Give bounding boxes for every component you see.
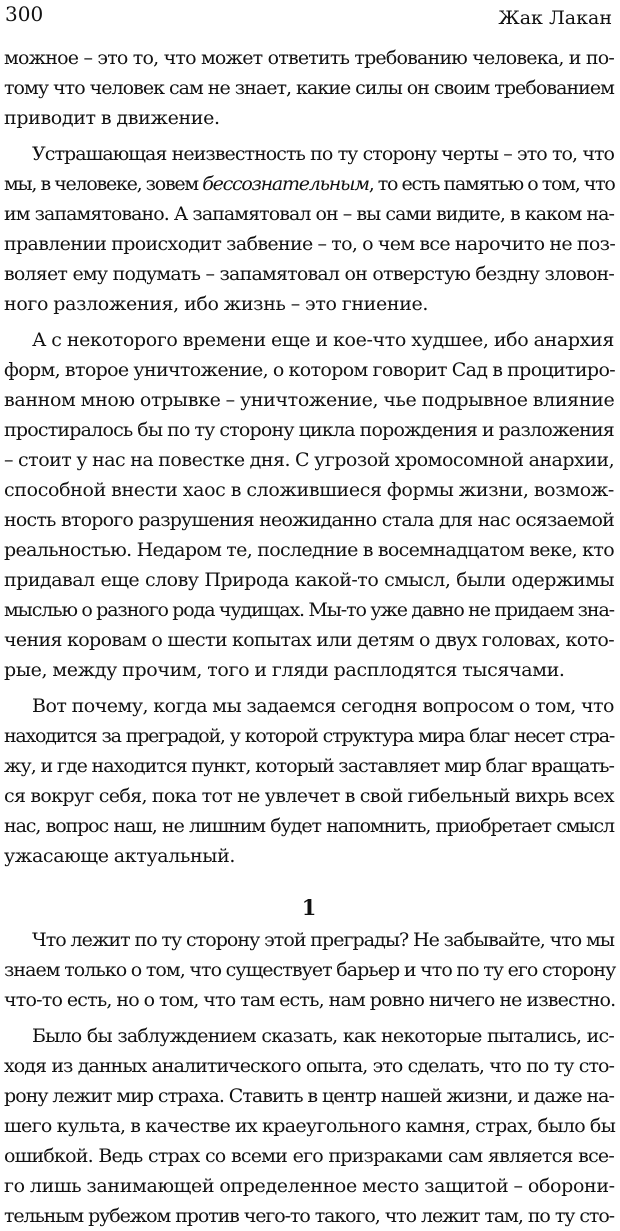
text-line: Что лежит по ту сторону этой преграды? Не забывайте, что мы	[32, 929, 614, 951]
text-line: мыслью о разного рода чудищах. Мы-то уже давно не придаем зна-	[4, 599, 614, 621]
text-line: находится за преградой, у которой структура мира благ несет стра-	[4, 725, 614, 747]
body-text	[4, 43, 614, 1231]
text-line: тельным рубежом против чего-то такого, что лежит там, по ту сто-	[4, 1205, 614, 1227]
text-line: тому что человек сам не знает, какие силы он своим требованием	[4, 77, 614, 99]
paragraph-4	[4, 691, 614, 871]
text-line: воляет ему подумать – запамятовал он отверстую бездну зловон-	[4, 263, 614, 285]
text-line: Устрашающая неизвестность по ту сторону черты – это то, что	[32, 143, 614, 165]
text-line: ошибкой. Ведь страх со всеми его призраками сам является все-	[4, 1145, 614, 1167]
text-line: способной внести хаос в сложившиеся формы жизни, возмож-	[4, 479, 614, 501]
text-line: жу, и где находится пункт, который заставляет мир благ вращать-	[4, 755, 614, 777]
text-line: шего культа, в качестве их краеугольного камня, страх, было бы	[4, 1115, 616, 1137]
paragraph-2	[4, 139, 614, 319]
text-line: знаем только о том, что существует барьер и что по ту его сторону	[4, 959, 616, 981]
text-line-with-emphasis	[4, 169, 614, 199]
text-segment: мы, в человеке, зовем	[4, 173, 203, 195]
text-line: ходя из данных аналитического опыта, это сделать, что по ту сто-	[4, 1055, 614, 1077]
paragraph-3	[4, 325, 614, 685]
text-segment: , то есть памятью о том, что	[368, 173, 615, 195]
text-line: рые, между прочим, того и гляди расплодятся тысячами.	[4, 659, 565, 681]
emphasized-term: бессознательным	[202, 173, 369, 195]
paragraph-6	[4, 1021, 614, 1231]
paragraph-1	[4, 43, 614, 133]
text-line: – стоит у нас на повестке дня. С угрозой хромосомной анархии,	[4, 449, 615, 471]
text-line: придавал еще слову Природа какой-то смысл, были одержимы	[4, 569, 614, 591]
text-line: правлении происходит забвение – то, о чем все нарочито не поз-	[4, 233, 616, 255]
text-line: ужасающе актуальный.	[4, 845, 236, 867]
text-line: приводит в движение.	[4, 107, 220, 129]
text-line: чения коровам о шести копытах или детям о двух головах, кото-	[4, 629, 614, 651]
text-line: что-то есть, но о том, что там есть, нам ровно ничего не известно.	[4, 989, 616, 1011]
page-number: 300	[5, 2, 44, 26]
text-line: го лишь занимающей определенное место защитой – оборони-	[4, 1175, 615, 1197]
text-line: ного разложения, ибо жизнь – это гниение.	[4, 293, 429, 315]
text-line: им запамятовано. А запамятовал он – вы сами видите, в каком на-	[4, 203, 614, 225]
text-line: ность второго разрушения неожиданно стала для нас осязаемой	[4, 509, 614, 531]
text-line: А с некоторого времени еще и кое-что худшее, ибо анархия	[32, 329, 614, 351]
text-line: рону лежит мир страха. Ставить в центр нашей жизни, и даже на-	[4, 1085, 614, 1107]
text-line: Было бы заблуждением сказать, как некоторые пытались, ис-	[32, 1025, 614, 1047]
text-line: нас, вопрос наш, не лишним будет напомнить, приобретает смысл	[4, 815, 614, 837]
text-line: простиралось бы по ту сторону цикла порождения и разложения	[4, 419, 614, 441]
text-line: ся вокруг себя, пока тот не увлечет в свой гибельный вихрь всех	[4, 785, 614, 807]
page-header	[0, 0, 620, 34]
section-number: 1	[301, 895, 317, 920]
text-line: форм, второе уничтожение, о котором говорит Сад в процитиро-	[4, 359, 616, 381]
text-line: реальностью. Недаром те, последние в восемнадцатом веке, кто	[4, 539, 614, 561]
text-line: ванном мною отрывке – уничтожение, чье подрывное влияние	[4, 389, 615, 411]
paragraph-5	[4, 925, 614, 1015]
running-title: Жак Лакан	[498, 7, 612, 29]
text-line: можное – это то, что может ответить требованию человека, и по-	[4, 47, 614, 69]
text-line: Вот почему, когда мы задаемся сегодня вопросом о том, что	[32, 695, 614, 717]
